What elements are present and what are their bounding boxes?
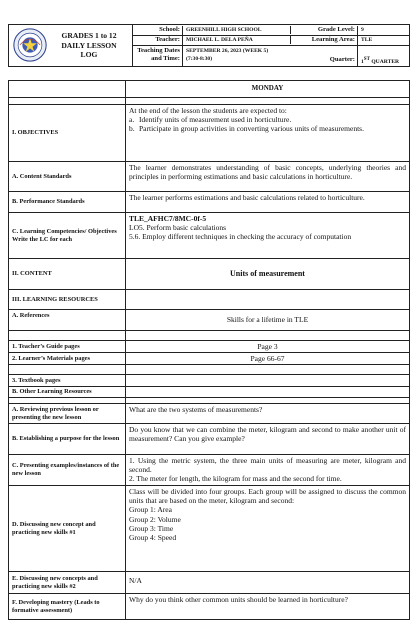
- dll-title-line-3: LOG: [80, 50, 98, 60]
- spacer-row: [9, 98, 409, 105]
- learners-materials-label: 2. Learner’s Materials pages: [9, 353, 126, 364]
- purpose-row: [9, 424, 409, 455]
- teaching-dates-value-line-1: SEPTEMBER 26, 2023 (WEEK 5): [186, 48, 269, 54]
- lesson-plan-table: [8, 80, 410, 620]
- presenting-line: 2. The meter for length, the kilogram for mass and the second for time.: [129, 474, 342, 484]
- reviewing-text: What are the two systems of measurements?: [129, 405, 263, 414]
- objective-item: [129, 124, 406, 133]
- other-resources-row: [9, 387, 409, 398]
- discussing-2-text: N/A: [129, 576, 142, 585]
- discussing-1-row: [9, 486, 409, 572]
- performance-standards-label: B. Performance Standards: [9, 192, 126, 212]
- quarter-value: [357, 46, 411, 67]
- teaching-dates-value-line-2: (7:30-8:30): [186, 55, 213, 62]
- content-standards-text: The learner demonstrates understanding of basic concepts, underlying theories and principles in performing estimations and basic calculations in horticulture.: [129, 163, 406, 182]
- learning-area-label: Learning Area:: [290, 36, 357, 44]
- teaching-dates-label: [132, 47, 182, 63]
- discussing-1-label: D. Discussing new concept and practicing new skills #1: [9, 486, 126, 571]
- content-label: II. CONTENT: [9, 259, 126, 289]
- teachers-guide-text: Page 3: [257, 341, 278, 351]
- textbook-label: 3. Textbook pages: [9, 375, 126, 386]
- day-row: [9, 81, 409, 98]
- quarter-text: QUARTER: [369, 58, 400, 65]
- textbook-text: [126, 375, 409, 386]
- discussing-1-intro: Class will be divided into four groups. Each group will be assigned to discuss the common units that are based on the meter, kilogram and second:: [129, 487, 406, 506]
- discussing-2-row: [9, 572, 409, 594]
- competency-code: TLE_AFHC7/8MC-0f-5: [129, 214, 207, 223]
- competency-line: LO5. Perform basic calculations: [129, 223, 227, 233]
- school-label: School:: [159, 26, 180, 33]
- quarter-number: 1: [361, 58, 364, 65]
- presenting-content: [126, 455, 409, 485]
- other-resources-text: [126, 387, 409, 397]
- other-resources-label: B. Other Learning Resources: [9, 387, 126, 397]
- references-row: [9, 310, 409, 331]
- objectives-label: I. OBJECTIVES: [9, 105, 126, 161]
- header-info-grid: [132, 25, 409, 66]
- competencies-label: C. Learning Competencies/ Objectives Write the LC for each: [9, 213, 126, 258]
- purpose-label: B. Establishing a purpose for the lesson: [9, 424, 126, 454]
- content-row: [9, 259, 409, 290]
- textbook-row: [9, 375, 409, 387]
- discussing-2-label: E. Discussing new concepts and practicing new skills #2: [9, 572, 126, 593]
- objective-text: Identify units of measurement used in horticulture.: [139, 115, 292, 125]
- teaching-dates-label-line-1: Teaching Dates: [137, 47, 180, 54]
- objectives-row: [9, 105, 409, 162]
- performance-standards-text: The learner performs estimations and basic calculations related to horticulture.: [129, 193, 365, 202]
- competencies-row: [9, 213, 409, 259]
- objectives-content: [126, 105, 409, 161]
- resources-row: [9, 290, 409, 310]
- group-item: Group 1: Area: [129, 505, 172, 515]
- quarter-label: Quarter:: [329, 56, 355, 63]
- objective-marker: b.: [129, 124, 135, 134]
- competencies-content: [126, 213, 409, 258]
- day-heading: MONDAY: [251, 84, 284, 93]
- reviewing-row: [9, 404, 409, 424]
- dll-header: [8, 24, 410, 67]
- teachers-guide-row: [9, 341, 409, 353]
- learning-area-value: TLE: [357, 36, 411, 45]
- deped-seal-icon: [13, 28, 47, 62]
- mastery-row: [9, 594, 409, 619]
- objectives-intro: At the end of the lesson the students are expected to:: [129, 106, 287, 115]
- content-text: Units of measurement: [230, 269, 305, 279]
- performance-standards-row: [9, 192, 409, 213]
- mastery-label: F. Developing mastery (Leads to formative assessment): [9, 594, 126, 619]
- dll-title-line-2: DAILY LESSON: [61, 40, 117, 50]
- teaching-dates-label-line-2: and Time:: [151, 55, 180, 62]
- presenting-label: C. Presenting examples/instances of the new lesson: [9, 455, 126, 485]
- group-item: Group 4: Speed: [129, 533, 177, 543]
- purpose-text: Do you know that we can combine the meter, kilogram and second to make another unit of measurement? Can you give example?: [129, 425, 406, 444]
- teacher-value: MICHAEL L. DELA PEÑA: [182, 36, 290, 45]
- objective-marker: a.: [129, 115, 135, 125]
- presenting-line: 1. Using the metric system, the three main units of measuring are meter, kilogram and second.: [129, 456, 406, 475]
- reviewing-label: A. Reviewing previous lesson or presenting the new lesson: [9, 404, 126, 423]
- teaching-dates-value: [182, 46, 290, 67]
- grade-level-value: 9: [357, 26, 411, 35]
- materials-spacer-row: [9, 365, 409, 375]
- competency-line: 5.6. Employ different techniques in checking the accuracy of computation: [129, 232, 352, 242]
- discussing-1-content: [126, 486, 409, 571]
- references-spacer-row: [9, 331, 409, 341]
- grade-level-label: Grade Level:: [290, 26, 357, 34]
- resources-label: III. LEARNING RESOURCES: [9, 290, 126, 309]
- references-label: A. References: [9, 310, 126, 330]
- content-standards-row: [9, 162, 409, 192]
- teachers-guide-label: 1. Teacher’s Guide pages: [9, 341, 126, 352]
- school-value: GREENHILL HIGH SCHOOL: [182, 26, 290, 35]
- learners-materials-row: [9, 353, 409, 365]
- dll-title: [49, 31, 129, 60]
- mastery-text: Why do you think other common units should be learned in horticulture?: [129, 595, 348, 604]
- presenting-row: [9, 455, 409, 486]
- objective-text: Participate in group activities in converting various units of measurements.: [139, 124, 364, 134]
- group-item: Group 2: Volume: [129, 514, 181, 524]
- teacher-label: Teacher:: [155, 36, 180, 43]
- group-item: Group 3: Time: [129, 523, 174, 533]
- learners-materials-text: Page 66-67: [250, 353, 285, 363]
- quarter-suffix: ST: [363, 57, 370, 62]
- references-text: Skills for a lifetime in TLE: [226, 315, 309, 325]
- dll-title-line-1: GRADES 1 to 12: [61, 31, 117, 40]
- content-standards-label: A. Content Standards: [9, 162, 126, 191]
- day-row-blank: [9, 81, 126, 97]
- objective-item: [129, 115, 406, 124]
